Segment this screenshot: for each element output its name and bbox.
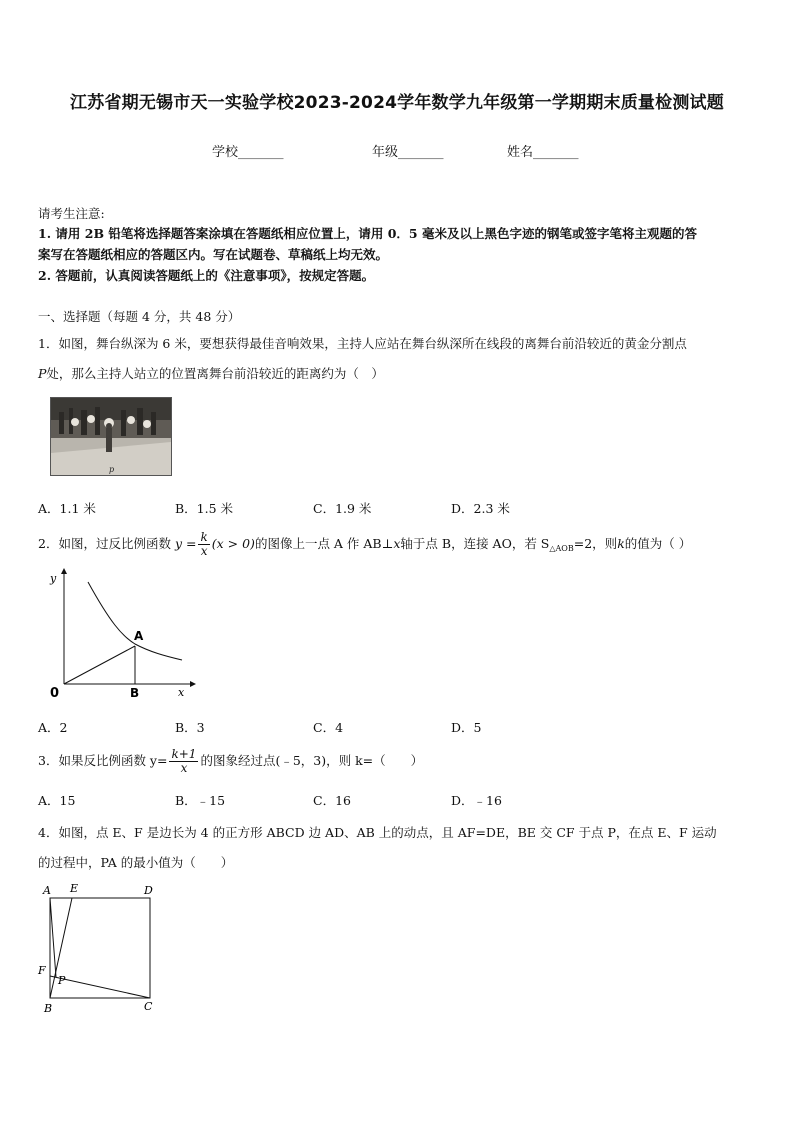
q2-label-x: x [178,686,185,699]
q4-label-e: E [70,882,79,895]
q3-option-c: C．16 [313,793,351,808]
page-title: 江苏省期无锡市天一实验学校2023-2024学年数学九年级第一学期期末质量检测试题 [70,93,724,113]
q1-text-line2-rest: 处，那么主持人站立的位置离舞台前沿较近的距离约为（ ） [46,366,384,381]
q4-label-d: D [144,884,153,897]
q1-option-d: D．2.3 米 [451,501,510,516]
q2-graph [40,566,200,702]
stage-photo-image [51,398,171,475]
q1-point-p: P [38,366,47,381]
q2-label-a: A [134,629,144,643]
q2-area-subscript: △AOB [549,544,574,553]
q2-fraction-den: x [200,544,208,558]
q2-text-post: 轴于点 B，连接 AO，若 S [400,536,550,551]
grade-field: 年级_______ [372,145,444,160]
q1-option-b: B．1.5 米 [175,501,234,516]
q2-fraction-num: k [200,530,208,544]
q3-text-pre: 3．如果反比例函数 y= [38,753,168,768]
q1-text-line1: 1．如图，舞台纵深为 6 米，要想获得最佳音响效果，主持人应站在舞台纵深所在线段的离舞台前沿较近的黄金分割点 [38,336,687,351]
q3-fraction [169,748,198,775]
q2-text-end: =2，则 [573,536,618,551]
photo-label-p: p [109,465,115,474]
q3-option-d: D．﹣16 [451,793,502,808]
q4-text-line2: 的过程中，PA 的最小值为（ ） [38,855,234,870]
q2-text-pre: 2．如图，过反比例函数 [38,536,171,551]
q2-label-b: B [130,686,140,700]
q4-label-a: A [43,884,51,897]
name-field: 姓名_______ [507,145,579,160]
notice-line-1b: 案写在答题纸相应的答题区内。写在试题卷、草稿纸上均无效。 [38,247,389,262]
q2-label-y: y [50,572,57,585]
q2-x-arrow [190,681,196,687]
notice-line-1: 1. 请用 2B 铅笔将选择题答案涂填在答题纸相应位置上，请用 0．5 毫米及以上黑色字迹的钢笔或签字笔将主观题的答 [38,226,697,241]
q3-text [38,744,423,778]
school-field: 学校_______ [212,145,284,160]
q1-text-line2 [38,364,384,382]
q2-function-lhs: y = [174,536,197,551]
stage-photo [50,397,172,476]
q4-square-figure [34,878,164,1018]
q4-label-c: C [144,1000,153,1013]
q4-label-p: P [58,974,66,987]
q2-segment-ao [64,646,135,684]
q2-fraction [198,531,209,558]
q1-option-c: C．1.9 米 [313,501,372,516]
q4-segment-pa [50,898,56,977]
section-heading: 一、选择题（每题 4 分，共 48 分） [38,309,241,324]
q2-text-end2: 的值为（ ） [624,536,692,551]
notice-heading: 请考生注意: [38,206,105,221]
q2-label-o: 0 [50,686,60,701]
q3-text-post: 的图象经过点(﹣5，3)，则 k=（ ） [200,753,424,768]
q1-option-a: A．1.1 米 [38,501,96,516]
notice-line-2: 2. 答题前，认真阅读答题纸上的《注意事项》，按规定答题。 [38,268,375,283]
q3-fraction-num: k+1 [171,747,197,761]
q2-condition: (x > 0) [211,536,255,551]
q2-option-c: C．4 [313,720,344,735]
q2-k-var: k [617,536,625,551]
q2-x-axis-var: x [393,536,401,551]
q2-option-d: D．5 [451,720,482,735]
q4-label-f: F [38,964,46,977]
q3-option-b: B．﹣15 [175,793,226,808]
q3-option-a: A．15 [38,793,76,808]
q4-label-b: B [44,1002,53,1015]
q2-y-arrow [61,568,67,574]
q3-fraction-den: x [180,761,188,775]
q2-text-mid: 的图像上一点 A 作 AB⊥ [254,536,394,551]
q2-text [38,528,691,565]
q2-option-a: A．2 [38,720,68,735]
q2-option-b: B．3 [175,720,205,735]
q4-text-line1: 4．如图，点 E、F 是边长为 4 的正方形 ABCD 边 AD、AB 上的动点，且 AF=DE，BE 交 CF 于点 P，在点 E、F 运动 [38,825,717,840]
